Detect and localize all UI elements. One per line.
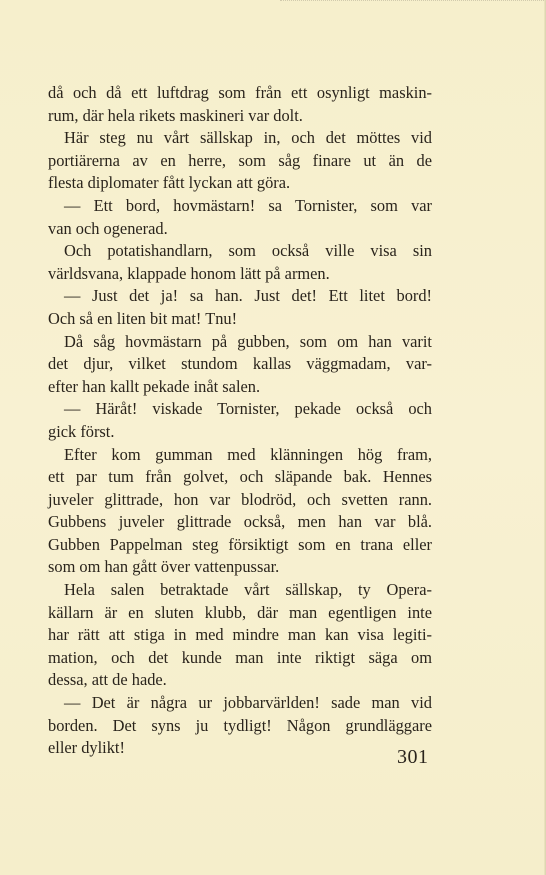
text-line: gick först. [48, 421, 115, 441]
text-line: eller dylikt! [48, 738, 125, 758]
text-line: van och ogenerad. [48, 218, 168, 238]
text-line: borden. Det syns ju tydligt! Någon grundläggare [48, 715, 432, 735]
text-line: portiärerna av en herre, som såg finare ut än de [48, 150, 432, 170]
text-line: rum, där hela rikets maskineri var dolt. [48, 105, 303, 125]
text-line: då och då ett luftdrag som från ett osynligt maskin- [48, 83, 432, 102]
text-line: efter han kallt pekade inåt salen. [48, 376, 261, 396]
text-line: det djur, vilket stundom kallas väggmadam, var- [48, 354, 432, 374]
page-number: 301 [397, 746, 429, 768]
text-line: flesta diplomater fått lyckan att göra. [48, 173, 291, 193]
text-line: juveler glittrade, hon var blodröd, och svetten rann. [48, 489, 432, 509]
text-line: dessa, att de hade. [48, 670, 167, 690]
text-line: mation, och det kunde man inte riktigt säga om [48, 647, 432, 667]
text-line: — Det är några ur jobbarvärlden! sade man vid [64, 693, 432, 713]
body-text [48, 82, 432, 760]
text-line: — Häråt! viskade Tornister, pekade också och [64, 399, 432, 419]
text-line: Gubben Pappelman steg försiktigt som en trana eller [48, 534, 432, 554]
text-line: som om han gått över vattenpussar. [48, 557, 280, 577]
text-line: Efter kom gumman med klänningen hög fram, [64, 444, 432, 464]
text-line: källarn är en sluten klubb, där man egentligen inte [48, 602, 432, 622]
text-line: har rätt att stiga in med mindre man kan visa legiti- [48, 625, 432, 645]
text-line: Hela salen betraktade vårt sällskap, ty Opera- [64, 580, 432, 600]
text-line: — Ett bord, hovmästarn! sa Tornister, som var [64, 195, 432, 215]
text-line: världsvana, klappade honom lätt på armen. [48, 263, 330, 283]
text-line: Och potatishandlarn, som också ville visa sin [64, 241, 432, 261]
text-line: Då såg hovmästarn på gubben, som om han varit [64, 331, 432, 351]
text-line: ett par tum från golvet, och släpande bak. Hennes [48, 467, 432, 487]
page-top-edge [280, 0, 546, 4]
text-line: Gubbens juveler glittrade också, men han var blå. [48, 512, 432, 532]
text-line: Och så en liten bit mat! Tnu! [48, 308, 238, 328]
text-line: — Just det ja! sa han. Just det! Ett litet bord! [64, 286, 432, 306]
text-line: Här steg nu vårt sällskap in, och det möttes vid [64, 128, 432, 148]
